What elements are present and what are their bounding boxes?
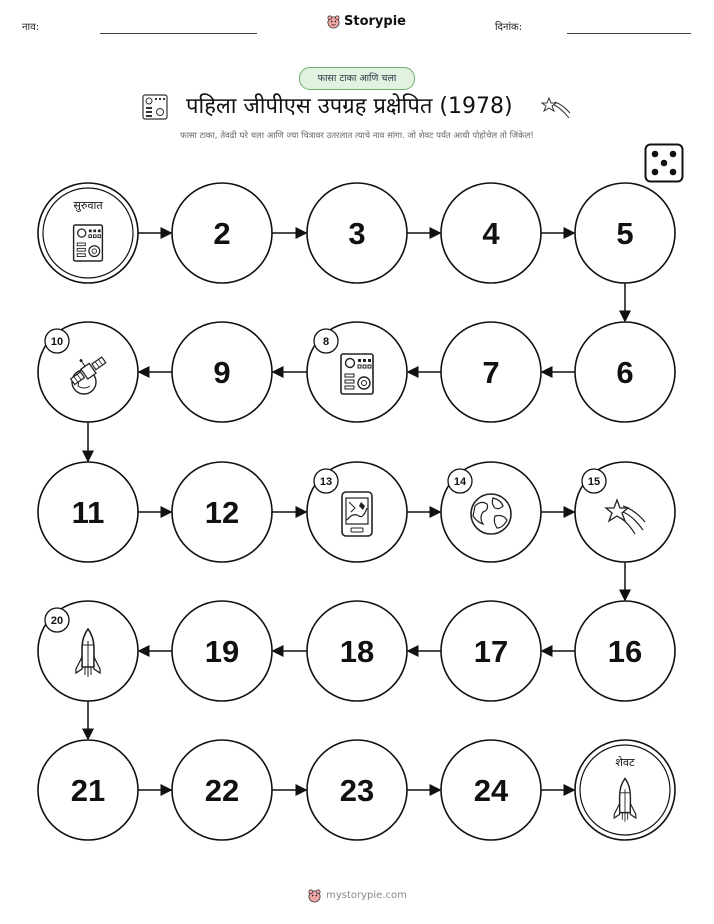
space-number: 8: [322, 336, 330, 348]
board-space-11[interactable]: [38, 462, 138, 562]
space-number: 23: [339, 773, 375, 808]
board-space-5[interactable]: [575, 183, 675, 283]
space-number: 13: [319, 476, 333, 488]
space-number: 7: [482, 355, 500, 390]
footer-url[interactable]: mystorypie.com: [326, 890, 407, 901]
instructions: फासा टाका, तेवढी घरे चला आणि ज्या चित्रावर उतरलात त्याचे नाव सांगा. जो शेवट पर्यंत आधी पोहोचेल तो जिंकेल!: [180, 131, 534, 141]
board-space-21[interactable]: [38, 740, 138, 840]
name-label: नाव:: [22, 22, 40, 33]
board-space-8[interactable]: [307, 322, 407, 422]
board-space-24[interactable]: [441, 740, 541, 840]
board-space-18[interactable]: [307, 601, 407, 701]
board-space-14[interactable]: [441, 462, 541, 562]
date-label: दिनांक:: [495, 22, 523, 33]
finish-space[interactable]: [575, 740, 675, 840]
activity-badge: फासा टाका आणि चला: [299, 67, 415, 90]
mascot-icon: [307, 888, 322, 903]
space-number: 17: [473, 634, 509, 669]
space-number: 11: [71, 495, 105, 530]
board-cells: [38, 183, 675, 840]
board-space-17[interactable]: [441, 601, 541, 701]
space-number: 22: [204, 773, 240, 808]
space-number: 6: [616, 355, 634, 390]
board-space-22[interactable]: [172, 740, 272, 840]
space-circle: [38, 183, 138, 283]
board-space-9[interactable]: [172, 322, 272, 422]
board-space-23[interactable]: [307, 740, 407, 840]
board-space-4[interactable]: [441, 183, 541, 283]
space-number: 12: [204, 495, 240, 530]
space-number: 4: [482, 216, 500, 251]
space-number: 16: [607, 634, 643, 669]
space-number: 9: [213, 355, 231, 390]
board-space-16[interactable]: [575, 601, 675, 701]
space-number: 10: [50, 336, 64, 348]
board-space-10[interactable]: [38, 322, 138, 422]
board-space-3[interactable]: [307, 183, 407, 283]
board-space-19[interactable]: [172, 601, 272, 701]
space-number: 19: [204, 634, 240, 669]
space-number: 18: [339, 634, 375, 669]
space-number: 21: [70, 773, 106, 808]
board-space-2[interactable]: [172, 183, 272, 283]
board-space-6[interactable]: [575, 322, 675, 422]
space-number: 24: [473, 773, 509, 808]
start-space[interactable]: [38, 183, 138, 283]
board-space-15[interactable]: [575, 462, 675, 562]
board-space-20[interactable]: [38, 601, 138, 701]
space-number: 14: [453, 476, 467, 488]
board-space-7[interactable]: [441, 322, 541, 422]
board-space-13[interactable]: [307, 462, 407, 562]
start-label: सुरुवात: [73, 199, 103, 212]
brand-name: Storypie: [344, 14, 406, 29]
space-number: 3: [348, 216, 366, 251]
finish-label: शेवट: [615, 756, 635, 769]
space-number: 2: [213, 216, 231, 251]
earth-icon: [471, 494, 511, 534]
space-number: 15: [587, 476, 601, 488]
space-number: 5: [616, 216, 634, 251]
space-number: 20: [50, 615, 64, 627]
board-space-12[interactable]: [172, 462, 272, 562]
page-title: पहिला जीपीएस उपग्रह प्रक्षेपित (1978): [186, 94, 513, 119]
footer: [0, 888, 714, 903]
